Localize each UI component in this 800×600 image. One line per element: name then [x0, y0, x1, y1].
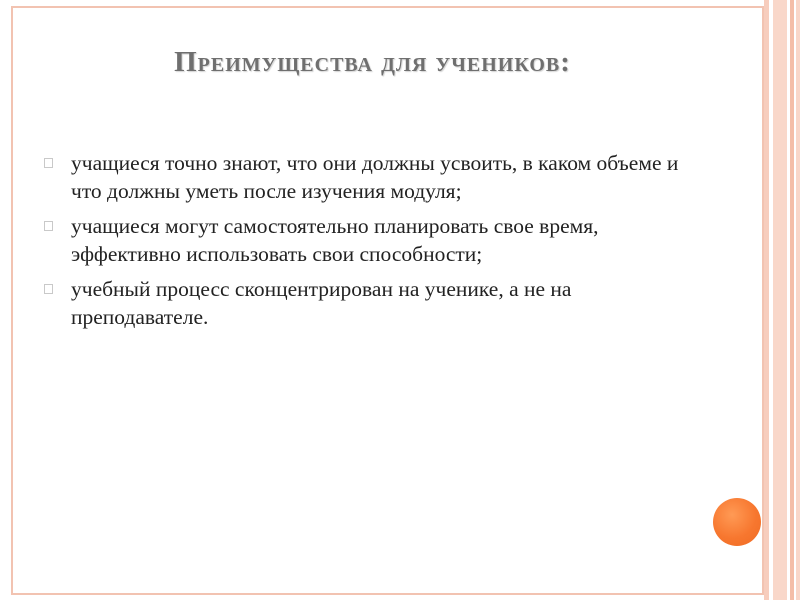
bullet-text: учащиеся могут самостоятельно планировать свое время, эффективно использовать свои способности; [71, 214, 599, 266]
stripe [773, 0, 787, 600]
list-item [44, 212, 684, 268]
list-item [44, 149, 684, 205]
bullet-square-icon [44, 158, 53, 168]
orange-circle-icon [713, 498, 761, 546]
bullet-text: учебный процесс сконцентрирован на ученике, а не на преподавателе. [71, 277, 572, 329]
stripe [796, 0, 800, 600]
bullet-text: учащиеся точно знают, что они должны усвоить, в каком объеме и что должны уметь после изучения модуля; [71, 151, 679, 203]
bullet-square-icon [44, 221, 53, 231]
slide-title: Преимущества для учеников: [174, 46, 571, 78]
bullet-list [44, 149, 684, 338]
decorative-stripes [764, 0, 800, 600]
stripe [790, 0, 794, 600]
list-item [44, 275, 684, 331]
stripe [764, 0, 769, 600]
bullet-square-icon [44, 284, 53, 294]
